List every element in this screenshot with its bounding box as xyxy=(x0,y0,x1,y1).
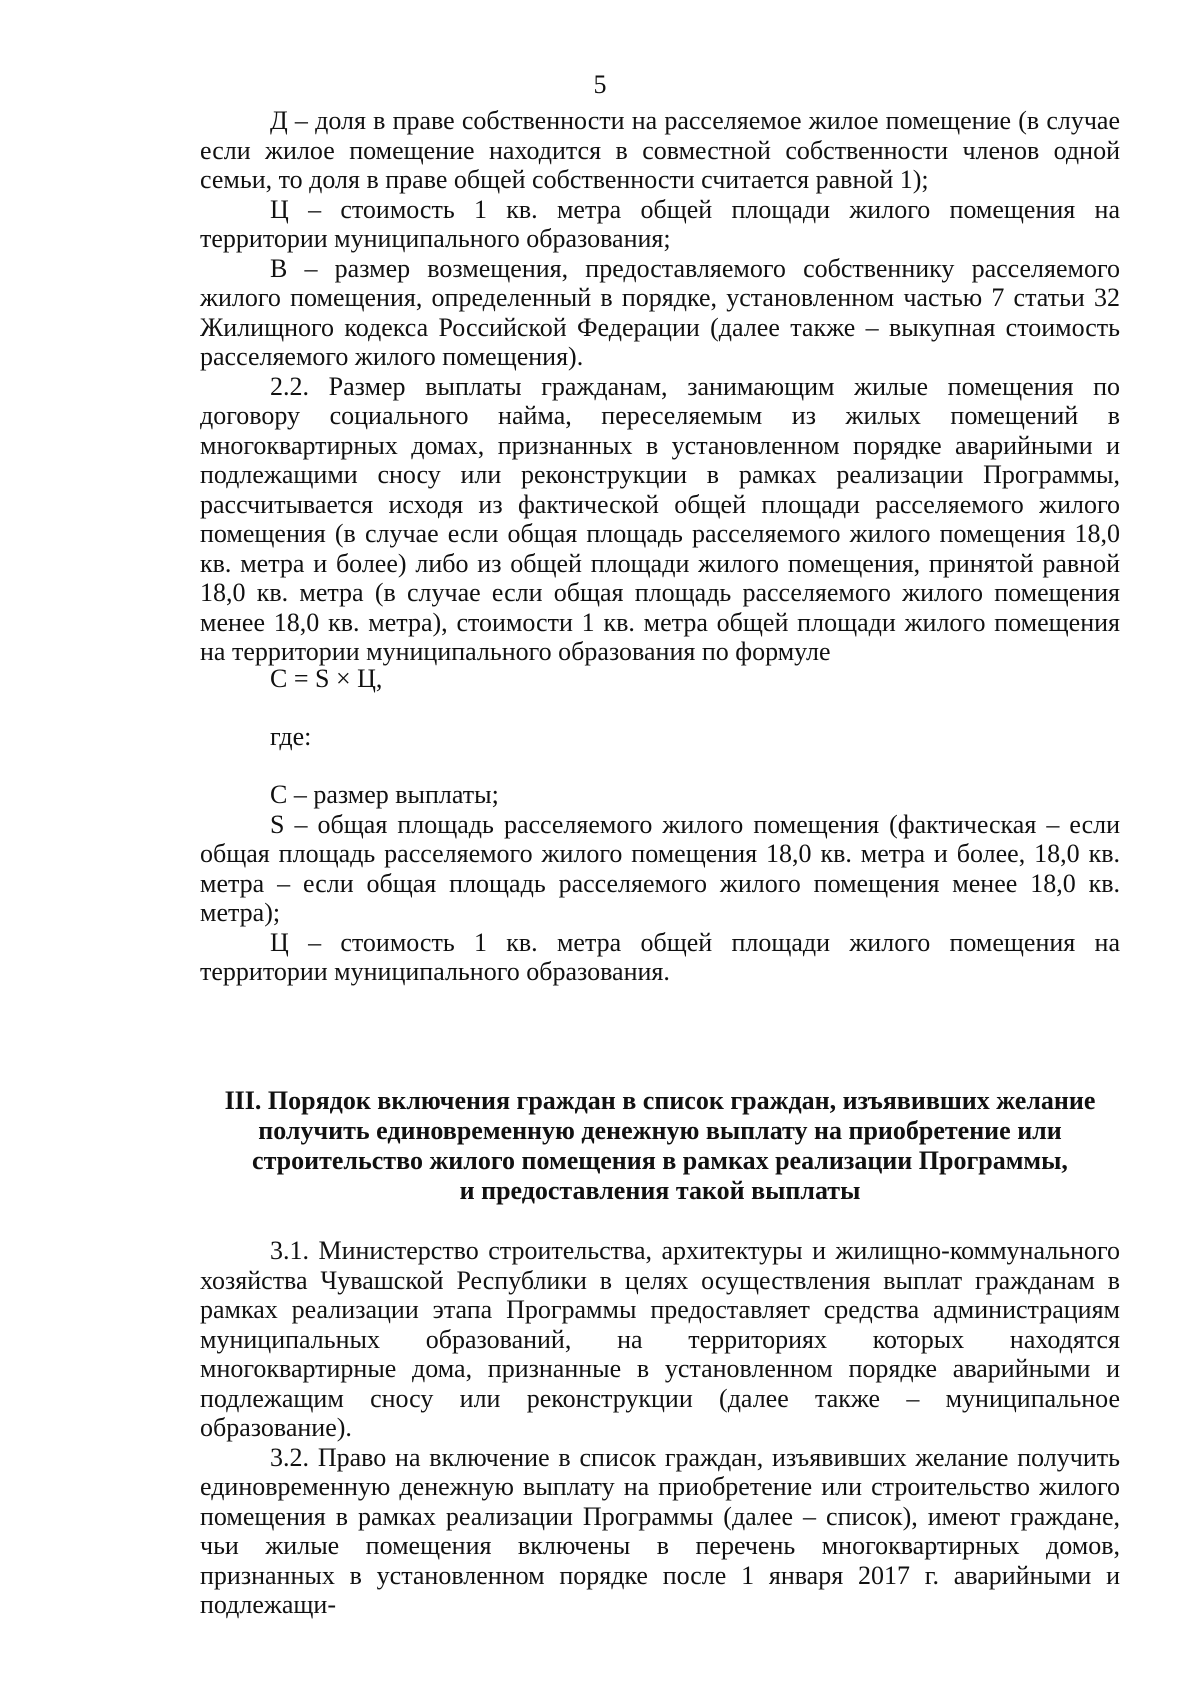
paragraph-share-definition: Д – доля в праве собственности на расселяемое жилое помещение (в случае если жилое помещение находится в совместной собственности членов одной семьи, то доля в праве общей собственности считается равной 1); xyxy=(200,106,1120,194)
section-3-heading xyxy=(200,1086,1120,1206)
variables-block xyxy=(200,780,1120,987)
paragraph-2-2: 2.2. Размер выплаты гражданам, занимающим жилые помещения по договору социального найма, переселяемым из жилых помещений в многоквартирных домах, признанных в установленном порядке аварийными и подлежащими сносу или реконструкции в рамках реализации Программы, рассчитывается исходя из фактической общей площади расселяемого жилого помещения (в случае если общая площадь расселяемого жилого помещения 18,0 кв. метра и более) либо из общей площади жилого помещения, принятой равной 18,0 кв. метра (в случае если общая площадь расселяемого жилого помещения менее 18,0 кв. метра), стоимости 1 кв. метра общей площади жилого помещения на территории муниципального образования по формуле xyxy=(200,371,1120,666)
variable-s-definition: S – общая площадь расселяемого жилого помещения (фактическая – если общая площадь расселяемого жилого помещения 18,0 кв. метра и более, 18,0 кв. метра – если общая площадь расселяемого жилого помещения менее 18,0 кв. метра); xyxy=(200,809,1120,927)
heading-line: III. Порядок включения граждан в список граждан, изъявивших желание xyxy=(224,1086,1096,1115)
paragraph-3-2: 3.2. Право на включение в список граждан, изъявивших желание получить единовременную денежную выплату на приобретение или строительство жилого помещения в рамках реализации Программы (далее – список), имеют граждане, чьи жилые помещения включены в перечень многоквартирных домов, признанных в установленном порядке после 1 января 2017 г. аварийными и подлежащи- xyxy=(200,1442,1120,1619)
section-2-continuation xyxy=(200,106,1120,667)
heading-line: строительство жилого помещения в рамках реализации Программы, xyxy=(252,1146,1068,1175)
variable-price-definition: Ц – стоимость 1 кв. метра общей площади жилого помещения на территории муниципального образования. xyxy=(200,927,1120,986)
paragraph-compensation-definition: В – размер возмещения, предоставляемого собственнику расселяемого жилого помещения, определенный в порядке, установленном частью 7 статьи 32 Жилищного кодекса Российской Федерации (далее также – выкупная стоимость расселяемого жилого помещения). xyxy=(200,253,1120,371)
formula-block xyxy=(200,664,1120,694)
page-number: 5 xyxy=(593,70,607,99)
formula: С = S × Ц, xyxy=(270,664,383,693)
heading-line: и предоставления такой выплаты xyxy=(459,1176,861,1205)
section-3-body xyxy=(200,1236,1120,1620)
paragraph-3-1: 3.1. Министерство строительства, архитектуры и жилищно-коммунального хозяйства Чувашской Республики в целях осуществления выплат гражданам в рамках реализации этапа Программы предоставляет средства администрациям муниципальных образований, на территориях которых находятся многоквартирные дома, признанные в установленном порядке аварийными и подлежащим сносу или реконструкции (далее также – муниципальное образование). xyxy=(200,1236,1120,1442)
heading-line: получить единовременную денежную выплату на приобретение или xyxy=(258,1116,1062,1145)
paragraph-price-definition: Ц – стоимость 1 кв. метра общей площади жилого помещения на территории муниципального образования; xyxy=(200,194,1120,253)
variable-c-definition: С – размер выплаты; xyxy=(270,780,499,809)
where-block xyxy=(200,722,1120,752)
where-label: где: xyxy=(270,722,312,751)
